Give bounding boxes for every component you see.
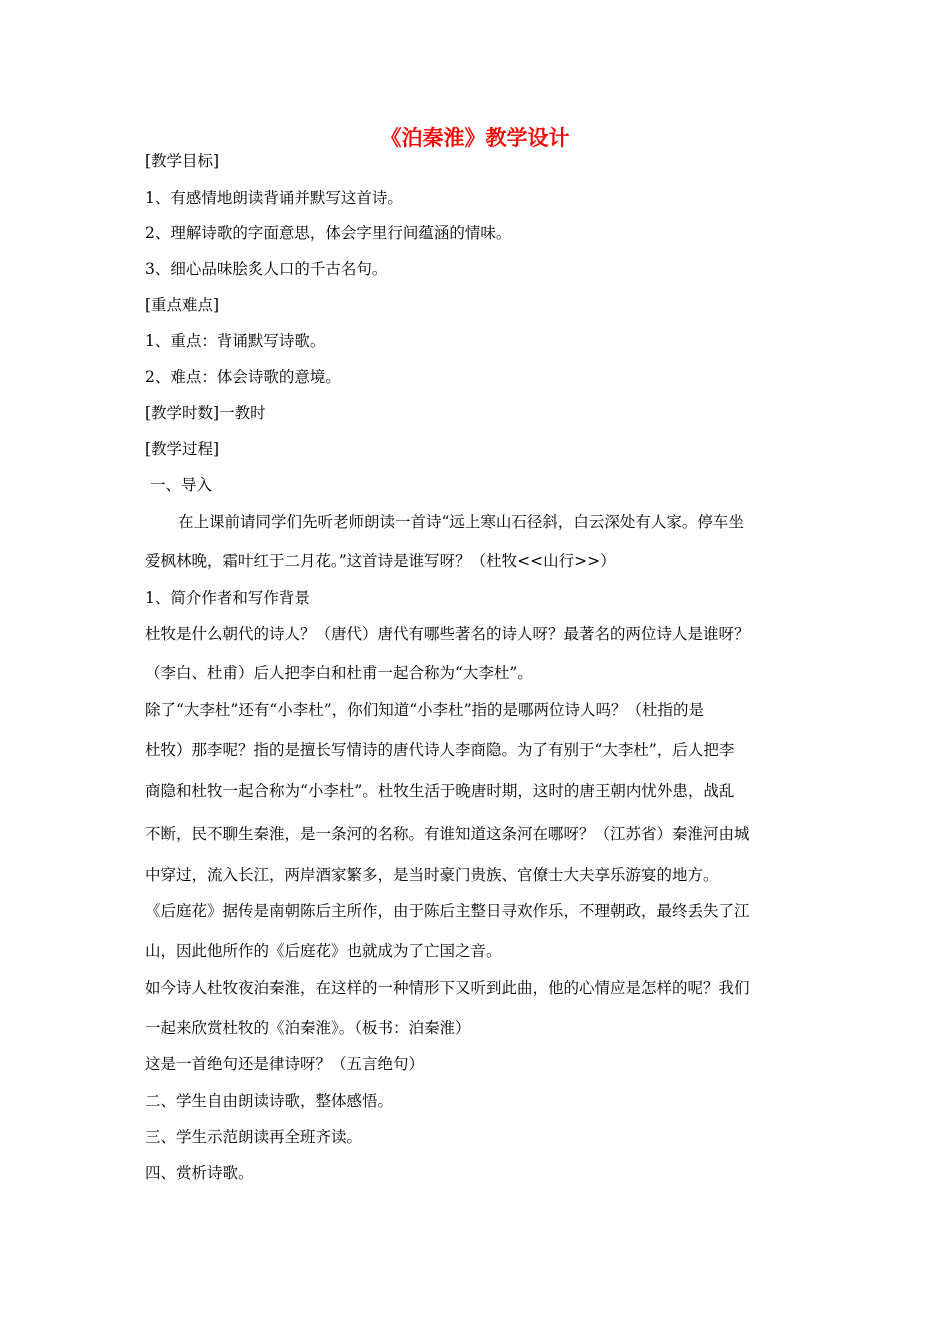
subheading-author-background: 1、简介作者和写作背景 <box>145 589 310 607</box>
objective-item: 3、细心品味脍炙人口的千古名句。 <box>145 260 388 278</box>
paragraph-line: 不断，民不聊生秦淮，是一条河的名称。有谁知道这条河在哪呀？（江苏省）秦淮河由城 <box>145 825 750 843</box>
step-heading: 三、学生示范朗读再全班齐读。 <box>145 1128 363 1146</box>
step-heading: 四、赏析诗歌。 <box>145 1164 254 1182</box>
paragraph-line: 杜牧）那李呢？指的是擅长写情诗的唐代诗人李商隐。为了有别于“大李杜”，后人把李 <box>145 741 735 759</box>
section-heading-hours: [教学时数]一教时 <box>145 404 266 422</box>
step-heading: 二、学生自由朗读诗歌，整体感悟。 <box>145 1092 394 1110</box>
paragraph-line: 中穿过，流入长江，两岸酒家繁多，是当时豪门贵族、官僚士大夫享乐游宴的地方。 <box>145 866 719 884</box>
paragraph-line: 这是一首绝句还是律诗呀？（五言绝句） <box>145 1055 425 1073</box>
paragraph-line: （李白、杜甫）后人把李白和杜甫一起合称为“大李杜”。 <box>145 664 533 682</box>
paragraph-line: 一起来欣赏杜牧的《泊秦淮》。（板书：泊秦淮） <box>145 1019 471 1037</box>
paragraph-line: 山，因此他所作的《后庭花》也就成为了亡国之音。 <box>145 942 502 960</box>
objective-item: 2、理解诗歌的字面意思，体会字里行间蕴涵的情味。 <box>145 224 512 242</box>
paragraph-line: 杜牧是什么朝代的诗人？（唐代）唐代有哪些著名的诗人呀？最著名的两位诗人是谁呀？ <box>145 625 750 643</box>
paragraph-line: 在上课前请同学们先听老师朗读一首诗“远上寒山石径斜，白云深处有人家。停车坐 <box>178 513 744 531</box>
paragraph-line: 商隐和杜牧一起合称为“小李杜”。杜牧生活于晚唐时期，这时的唐王朝内忧外患，战乱 <box>145 782 735 800</box>
key-point-item: 2、难点：体会诗歌的意境。 <box>145 368 341 386</box>
step-heading-intro: 一、导入 <box>150 476 213 494</box>
section-heading-key-points: [重点难点] <box>145 296 220 314</box>
key-point-item: 1、重点：背诵默写诗歌。 <box>145 332 326 350</box>
paragraph-line: 爱枫林晚，霜叶红于二月花。”这首诗是谁写呀？（杜牧<<山行>>） <box>145 552 616 570</box>
paragraph-line: 如今诗人杜牧夜泊秦淮，在这样的一种情形下又听到此曲，他的心情应是怎样的呢？我们 <box>145 979 750 997</box>
paragraph-line: 《后庭花》据传是南朝陈后主所作，由于陈后主整日寻欢作乐，不理朝政，最终丢失了江 <box>145 902 750 920</box>
document-title: 《泊秦淮》教学设计 <box>380 126 570 150</box>
paragraph-line: 除了“大李杜”还有“小李杜”，你们知道“小李杜”指的是哪两位诗人吗？（杜指的是 <box>145 701 705 719</box>
section-heading-process: [教学过程] <box>145 440 220 458</box>
objective-item: 1、有感情地朗读背诵并默写这首诗。 <box>145 189 403 207</box>
section-heading-objectives: [教学目标] <box>145 152 220 170</box>
